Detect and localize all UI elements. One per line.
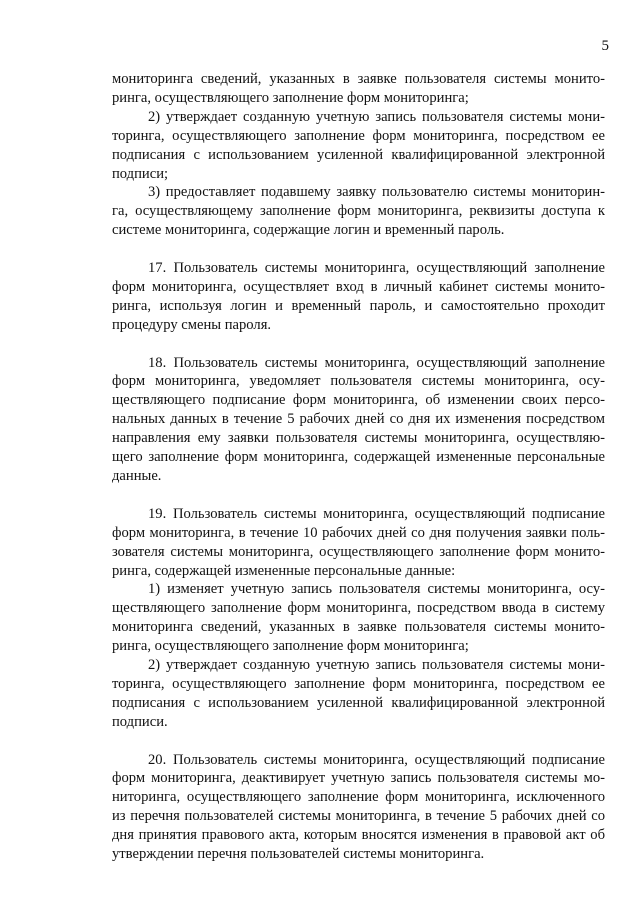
text-line: мониторинга сведений, указанных в заявке пользователя системы монито-: [112, 71, 605, 87]
text-line: дня принятия правового акта, которым вносятся изменения в правовой акт об: [112, 827, 605, 844]
paragraph-p2: [112, 108, 605, 184]
document-body: [112, 70, 605, 864]
text-line: форм мониторинга, уведомляет пользователя системы мониторинга, осу-: [112, 373, 605, 390]
text-line: форм мониторинга, в течение 10 рабочих дней со дня получения заявки поль-: [112, 524, 605, 541]
text-line: форм мониторинга, деактивирует учетную запись пользователя системы мо-: [112, 770, 605, 787]
text-line: форм мониторинга, осуществляет вход в личный кабинет системы монито-: [112, 278, 605, 295]
text-line: 19. Пользователь системы мониторинга, осуществляющий подписание: [148, 505, 605, 522]
text-line: щего заполнение форм мониторинга, содержащей измененные персональные: [112, 449, 605, 466]
text-line: 2) утверждает созданную учетную запись пользователя системы мони-: [148, 108, 605, 125]
text-line: подписи;: [112, 165, 169, 182]
text-line: ществляющего подписание форм мониторинга, об изменении своих персо-: [112, 392, 605, 409]
text-line: направления ему заявки пользователя системы мониторинга, осуществляю-: [112, 430, 605, 447]
text-line: 17. Пользователь системы мониторинга, осуществляющий заполнение: [148, 260, 605, 277]
text-line: 1) изменяет учетную запись пользователя системы мониторинга, осу-: [148, 581, 605, 598]
text-line: торинга, осуществляющего заполнение форм мониторинга, посредством ее: [112, 675, 605, 692]
page-number: 5: [601, 38, 609, 54]
text-line: из перечня пользователей системы мониторинга, в течение 5 рабочих дней со: [112, 808, 605, 825]
text-line: торинга, осуществляющего заполнение форм мониторинга, посредством ее: [112, 127, 605, 144]
paragraph-p17: [112, 259, 605, 335]
paragraph-p1: [112, 70, 605, 108]
text-line: подписи.: [112, 713, 168, 730]
text-line: ринга, осуществляющего заполнение форм мониторинга;: [112, 638, 469, 655]
text-line: 18. Пользователь системы мониторинга, осуществляющий заполнение: [148, 354, 605, 371]
text-line: ринга, содержащей измененные персональные данные:: [112, 562, 456, 579]
paragraph-p19: [112, 505, 605, 581]
text-line: мониторинга сведений, указанных в заявке пользователя системы монито-: [112, 619, 605, 636]
text-line: ниторинга, осуществляющего заполнение форм мониторинга, исключенного: [112, 789, 605, 806]
text-line: га, осуществляющему заполнение форм мониторинга, реквизиты доступа к: [112, 203, 605, 220]
text-line: процедуру смены пароля.: [112, 316, 272, 333]
text-line: системе мониторинга, содержащие логин и временный пароль.: [112, 222, 505, 239]
paragraph-p19-1: [112, 580, 605, 656]
text-line: подписания с использованием усиленной квалифицированной электронной: [112, 146, 605, 163]
paragraph-p3: [112, 183, 605, 240]
text-line: утверждении перечня пользователей системы мониторинга.: [112, 846, 485, 863]
text-line: 3) предоставляет подавшему заявку пользователю системы мониторин-: [148, 184, 605, 201]
text-line: данные.: [112, 468, 162, 484]
text-line: нальных данных в течение 5 рабочих дней со дня их изменения посредством: [112, 411, 605, 428]
text-line: 2) утверждает созданную учетную запись пользователя системы мони-: [148, 657, 605, 674]
text-line: ществляющего заполнение форм мониторинга, посредством ввода в систему: [112, 600, 605, 617]
text-line: ринга, используя логин и временный пароль, и самостоятельно проходит: [112, 297, 605, 314]
paragraph-p18: [112, 354, 605, 486]
text-line: зователя системы мониторинга, осуществляющего заполнение форм монито-: [112, 543, 605, 560]
text-line: 20. Пользователь системы мониторинга, осуществляющий подписание: [148, 751, 605, 768]
paragraph-p20: [112, 751, 605, 864]
text-line: подписания с использованием усиленной квалифицированной электронной: [112, 694, 605, 711]
paragraph-p19-2: [112, 656, 605, 732]
text-line: ринга, осуществляющего заполнение форм мониторинга;: [112, 89, 469, 106]
